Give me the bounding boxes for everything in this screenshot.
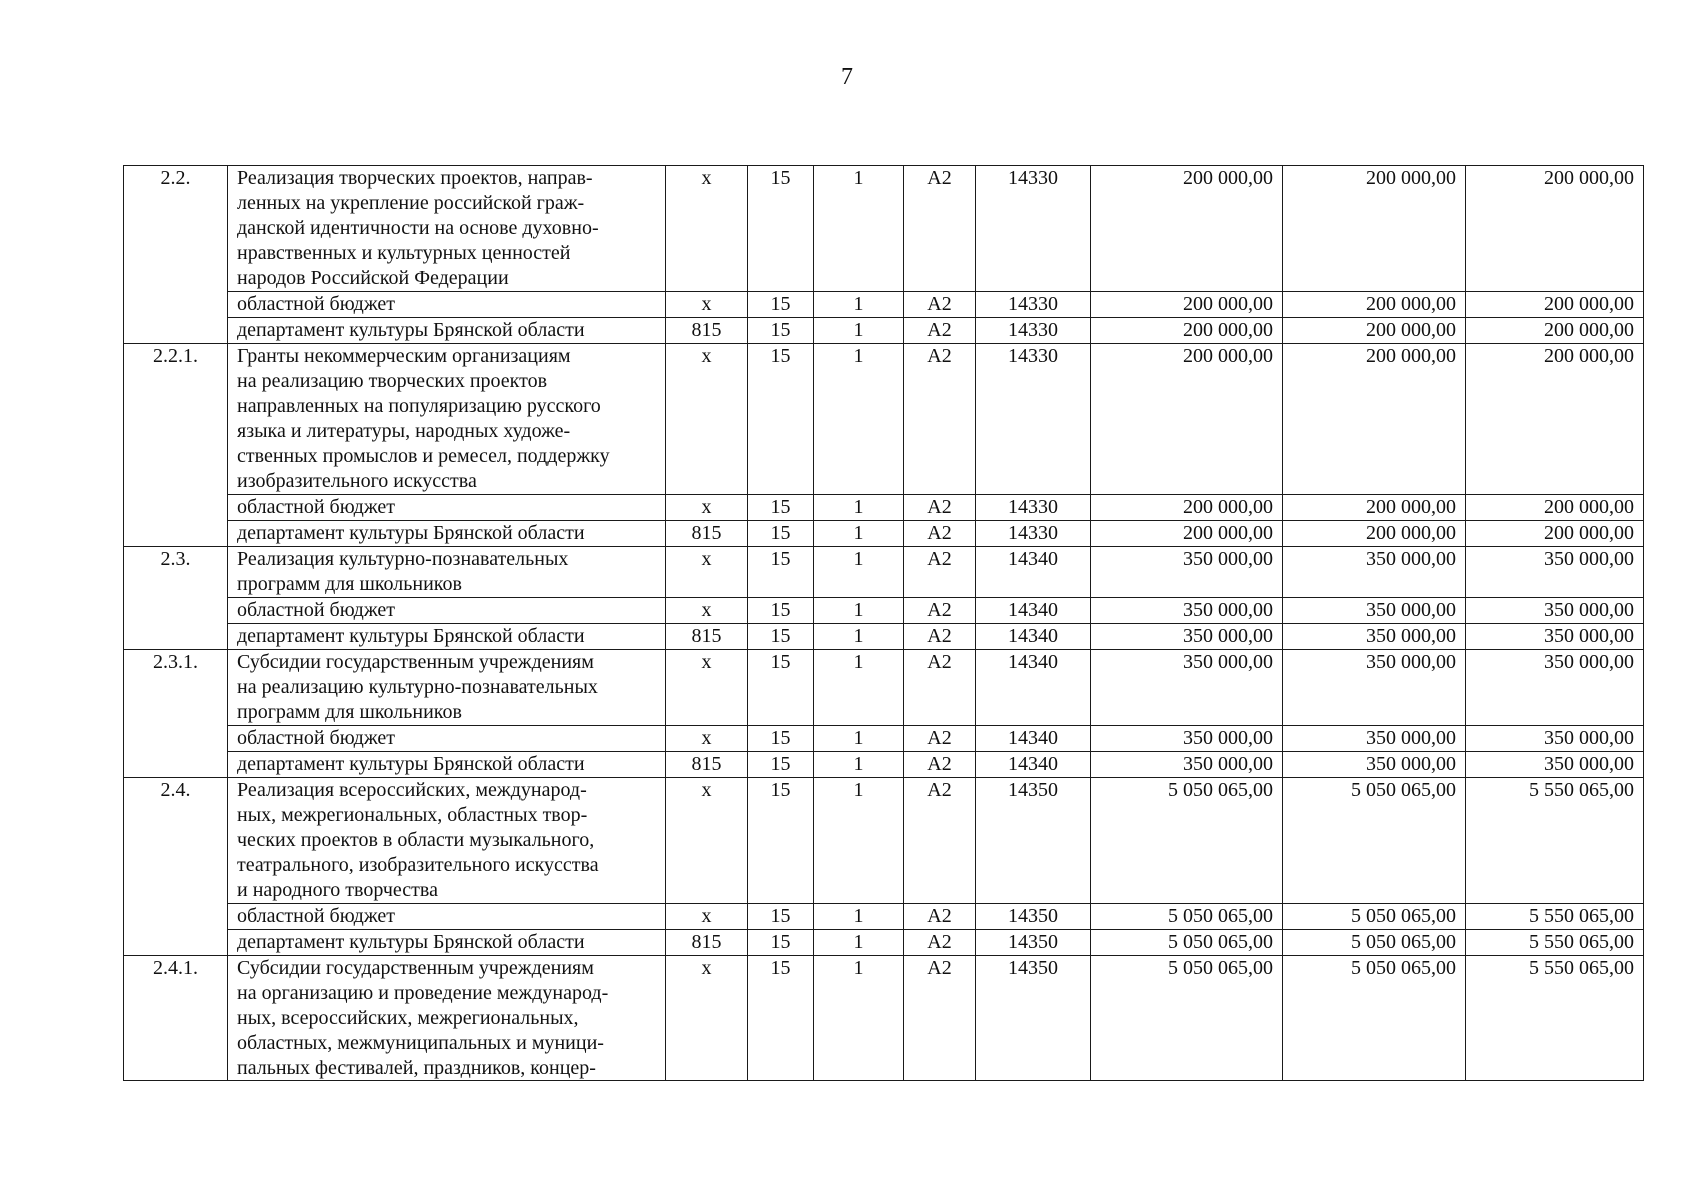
code-cs1: А2	[904, 956, 976, 1081]
amount-year-2: 350 000,00	[1283, 752, 1466, 778]
code-cs2: 14340	[976, 726, 1091, 752]
item-name-line: департамент культуры Брянской области	[237, 522, 585, 544]
item-name-line: ленных на укрепление российской граж-	[237, 192, 585, 214]
amount-year-2: 200 000,00	[1283, 344, 1466, 495]
code-cs1: А2	[904, 904, 976, 930]
code-rz: 15	[748, 778, 814, 904]
code-cs2: 14330	[976, 521, 1091, 547]
item-name-line: областной бюджет	[237, 293, 396, 315]
code-gr: х	[666, 495, 748, 521]
item-name-line: Реализация всероссийских, международ-	[237, 779, 587, 801]
item-name	[228, 956, 666, 1081]
amount-year-3: 350 000,00	[1466, 726, 1644, 752]
item-name-line: изобразительного искусства	[237, 470, 477, 492]
code-gr: х	[666, 726, 748, 752]
item-name	[228, 778, 666, 904]
amount-year-1: 350 000,00	[1091, 752, 1283, 778]
amount-year-2: 200 000,00	[1283, 318, 1466, 344]
table-row	[124, 598, 1644, 624]
amount-year-3: 5 550 065,00	[1466, 904, 1644, 930]
code-gr: 815	[666, 318, 748, 344]
item-name	[228, 495, 666, 521]
item-name	[228, 752, 666, 778]
code-gr: х	[666, 778, 748, 904]
code-rz: 15	[748, 166, 814, 292]
item-name-line: областной бюджет	[237, 496, 396, 518]
code-gr: х	[666, 166, 748, 292]
code-cs2: 14330	[976, 166, 1091, 292]
code-rz: 15	[748, 624, 814, 650]
code-cs1: А2	[904, 624, 976, 650]
amount-year-3: 200 000,00	[1466, 495, 1644, 521]
amount-year-1: 5 050 065,00	[1091, 956, 1283, 1081]
amount-year-1: 200 000,00	[1091, 318, 1283, 344]
code-pr: 1	[814, 521, 904, 547]
item-name	[228, 521, 666, 547]
code-cs1: А2	[904, 318, 976, 344]
item-name-line: областной бюджет	[237, 599, 396, 621]
amount-year-1: 200 000,00	[1091, 166, 1283, 292]
code-rz: 15	[748, 495, 814, 521]
amount-year-1: 5 050 065,00	[1091, 904, 1283, 930]
code-cs2: 14330	[976, 495, 1091, 521]
code-gr: х	[666, 292, 748, 318]
code-pr: 1	[814, 624, 904, 650]
code-gr: х	[666, 956, 748, 1081]
amount-year-3: 200 000,00	[1466, 166, 1644, 292]
amount-year-1: 350 000,00	[1091, 726, 1283, 752]
amount-year-3: 350 000,00	[1466, 598, 1644, 624]
code-cs1: А2	[904, 521, 976, 547]
code-gr: 815	[666, 752, 748, 778]
amount-year-2: 200 000,00	[1283, 495, 1466, 521]
item-name-line: на реализацию творческих проектов	[237, 370, 548, 392]
item-name	[228, 726, 666, 752]
item-name-line: областной бюджет	[237, 905, 396, 927]
row-number: 2.3.1.	[124, 650, 228, 778]
row-number: 2.4.	[124, 778, 228, 956]
item-name-line: языка и литературы, народных художе-	[237, 420, 571, 442]
item-name-line: программ для школьников	[237, 573, 462, 595]
code-pr: 1	[814, 318, 904, 344]
table-row	[124, 778, 1644, 904]
item-name	[228, 547, 666, 598]
code-rz: 15	[748, 344, 814, 495]
amount-year-3: 200 000,00	[1466, 318, 1644, 344]
amount-year-1: 5 050 065,00	[1091, 930, 1283, 956]
code-rz: 15	[748, 956, 814, 1081]
table-row	[124, 344, 1644, 495]
code-cs2: 14340	[976, 547, 1091, 598]
item-name-line: народов Российской Федерации	[237, 267, 509, 289]
code-cs2: 14350	[976, 956, 1091, 1081]
amount-year-3: 5 550 065,00	[1466, 778, 1644, 904]
amount-year-3: 200 000,00	[1466, 344, 1644, 495]
code-pr: 1	[814, 752, 904, 778]
code-gr: 815	[666, 930, 748, 956]
item-name	[228, 624, 666, 650]
code-pr: 1	[814, 292, 904, 318]
item-name-line: департамент культуры Брянской области	[237, 753, 585, 775]
amount-year-1: 200 000,00	[1091, 495, 1283, 521]
code-pr: 1	[814, 547, 904, 598]
code-pr: 1	[814, 904, 904, 930]
code-gr: х	[666, 547, 748, 598]
amount-year-2: 350 000,00	[1283, 650, 1466, 726]
row-number: 2.4.1.	[124, 956, 228, 1081]
item-name	[228, 930, 666, 956]
item-name-line: Реализация культурно-познавательных	[237, 548, 569, 570]
amount-year-1: 350 000,00	[1091, 650, 1283, 726]
code-cs2: 14330	[976, 318, 1091, 344]
amount-year-2: 200 000,00	[1283, 166, 1466, 292]
code-rz: 15	[748, 598, 814, 624]
item-name	[228, 344, 666, 495]
code-rz: 15	[748, 930, 814, 956]
item-name-line: ных, всероссийских, межрегиональных,	[237, 1007, 579, 1029]
code-pr: 1	[814, 598, 904, 624]
item-name-line: департамент культуры Брянской области	[237, 931, 585, 953]
item-name-line: Субсидии государственным учреждениям	[237, 957, 594, 979]
code-pr: 1	[814, 778, 904, 904]
code-pr: 1	[814, 726, 904, 752]
code-rz: 15	[748, 318, 814, 344]
code-cs2: 14340	[976, 650, 1091, 726]
item-name	[228, 318, 666, 344]
amount-year-3: 350 000,00	[1466, 650, 1644, 726]
item-name-line: департамент культуры Брянской области	[237, 319, 585, 341]
item-name-line: направленных на популяризацию русского	[237, 395, 601, 417]
table-row	[124, 318, 1644, 344]
amount-year-2: 350 000,00	[1283, 598, 1466, 624]
code-cs1: А2	[904, 598, 976, 624]
code-rz: 15	[748, 650, 814, 726]
item-name-line: ственных промыслов и ремесел, поддержку	[237, 445, 610, 467]
code-cs1: А2	[904, 344, 976, 495]
amount-year-2: 5 050 065,00	[1283, 930, 1466, 956]
item-name-line: ческих проектов в области музыкального,	[237, 829, 595, 851]
code-cs1: А2	[904, 726, 976, 752]
code-cs2: 14350	[976, 778, 1091, 904]
code-gr: х	[666, 904, 748, 930]
amount-year-2: 200 000,00	[1283, 521, 1466, 547]
table-row	[124, 547, 1644, 598]
amount-year-2: 200 000,00	[1283, 292, 1466, 318]
code-gr: 815	[666, 521, 748, 547]
code-rz: 15	[748, 292, 814, 318]
row-number: 2.3.	[124, 547, 228, 650]
amount-year-3: 350 000,00	[1466, 752, 1644, 778]
table-row	[124, 624, 1644, 650]
amount-year-3: 350 000,00	[1466, 624, 1644, 650]
item-name-line: областных, межмуниципальных и муници-	[237, 1032, 604, 1054]
code-rz: 15	[748, 726, 814, 752]
item-name-line: нравственных и культурных ценностей	[237, 242, 571, 264]
amount-year-1: 350 000,00	[1091, 598, 1283, 624]
item-name-line: на организацию и проведение международ-	[237, 982, 609, 1004]
page-number: 7	[841, 64, 853, 90]
code-cs1: А2	[904, 930, 976, 956]
item-name	[228, 650, 666, 726]
item-name	[228, 904, 666, 930]
code-pr: 1	[814, 650, 904, 726]
code-pr: 1	[814, 930, 904, 956]
item-name-line: Субсидии государственным учреждениям	[237, 651, 594, 673]
code-cs1: А2	[904, 292, 976, 318]
table-row	[124, 904, 1644, 930]
item-name-line: театрального, изобразительного искусства	[237, 854, 599, 876]
amount-year-3: 200 000,00	[1466, 521, 1644, 547]
table-row	[124, 521, 1644, 547]
amount-year-3: 350 000,00	[1466, 547, 1644, 598]
code-cs2: 14330	[976, 344, 1091, 495]
amount-year-1: 350 000,00	[1091, 624, 1283, 650]
table-row	[124, 166, 1644, 292]
table-row	[124, 752, 1644, 778]
amount-year-3: 200 000,00	[1466, 292, 1644, 318]
code-cs1: А2	[904, 495, 976, 521]
item-name-line: программ для школьников	[237, 701, 462, 723]
code-cs2: 14340	[976, 598, 1091, 624]
table-row	[124, 726, 1644, 752]
item-name-line: Реализация творческих проектов, направ-	[237, 167, 593, 189]
code-cs2: 14340	[976, 752, 1091, 778]
budget-table	[123, 165, 1644, 1081]
code-cs1: А2	[904, 752, 976, 778]
item-name	[228, 598, 666, 624]
code-cs2: 14330	[976, 292, 1091, 318]
table-row	[124, 495, 1644, 521]
amount-year-1: 200 000,00	[1091, 521, 1283, 547]
code-pr: 1	[814, 166, 904, 292]
amount-year-1: 200 000,00	[1091, 344, 1283, 495]
code-rz: 15	[748, 547, 814, 598]
code-pr: 1	[814, 956, 904, 1081]
code-rz: 15	[748, 752, 814, 778]
code-cs1: А2	[904, 778, 976, 904]
table-body	[124, 166, 1644, 1081]
code-cs1: А2	[904, 547, 976, 598]
item-name-line: департамент культуры Брянской области	[237, 625, 585, 647]
table-row	[124, 930, 1644, 956]
code-cs2: 14350	[976, 904, 1091, 930]
code-cs2: 14340	[976, 624, 1091, 650]
item-name-line: областной бюджет	[237, 727, 396, 749]
amount-year-2: 350 000,00	[1283, 726, 1466, 752]
table-row	[124, 956, 1644, 1081]
item-name	[228, 292, 666, 318]
item-name-line: данской идентичности на основе духовно-	[237, 217, 599, 239]
code-rz: 15	[748, 904, 814, 930]
code-rz: 15	[748, 521, 814, 547]
code-cs2: 14350	[976, 930, 1091, 956]
item-name-line: Гранты некоммерческим организациям	[237, 345, 571, 367]
code-gr: 815	[666, 624, 748, 650]
code-cs1: А2	[904, 650, 976, 726]
amount-year-1: 5 050 065,00	[1091, 778, 1283, 904]
amount-year-2: 5 050 065,00	[1283, 956, 1466, 1081]
amount-year-3: 5 550 065,00	[1466, 956, 1644, 1081]
row-number: 2.2.	[124, 166, 228, 344]
row-number: 2.2.1.	[124, 344, 228, 547]
code-gr: х	[666, 598, 748, 624]
code-pr: 1	[814, 344, 904, 495]
amount-year-2: 5 050 065,00	[1283, 778, 1466, 904]
code-gr: х	[666, 344, 748, 495]
item-name-line: на реализацию культурно-познавательных	[237, 676, 598, 698]
item-name-line: и народного творчества	[237, 879, 438, 901]
table-row	[124, 650, 1644, 726]
code-cs1: А2	[904, 166, 976, 292]
item-name-line: пальных фестивалей, праздников, концер-	[237, 1057, 596, 1079]
amount-year-2: 350 000,00	[1283, 624, 1466, 650]
table-row	[124, 292, 1644, 318]
amount-year-1: 200 000,00	[1091, 292, 1283, 318]
code-gr: х	[666, 650, 748, 726]
amount-year-2: 5 050 065,00	[1283, 904, 1466, 930]
item-name-line: ных, межрегиональных, областных твор-	[237, 804, 588, 826]
code-pr: 1	[814, 495, 904, 521]
amount-year-1: 350 000,00	[1091, 547, 1283, 598]
item-name	[228, 166, 666, 292]
amount-year-2: 350 000,00	[1283, 547, 1466, 598]
amount-year-3: 5 550 065,00	[1466, 930, 1644, 956]
